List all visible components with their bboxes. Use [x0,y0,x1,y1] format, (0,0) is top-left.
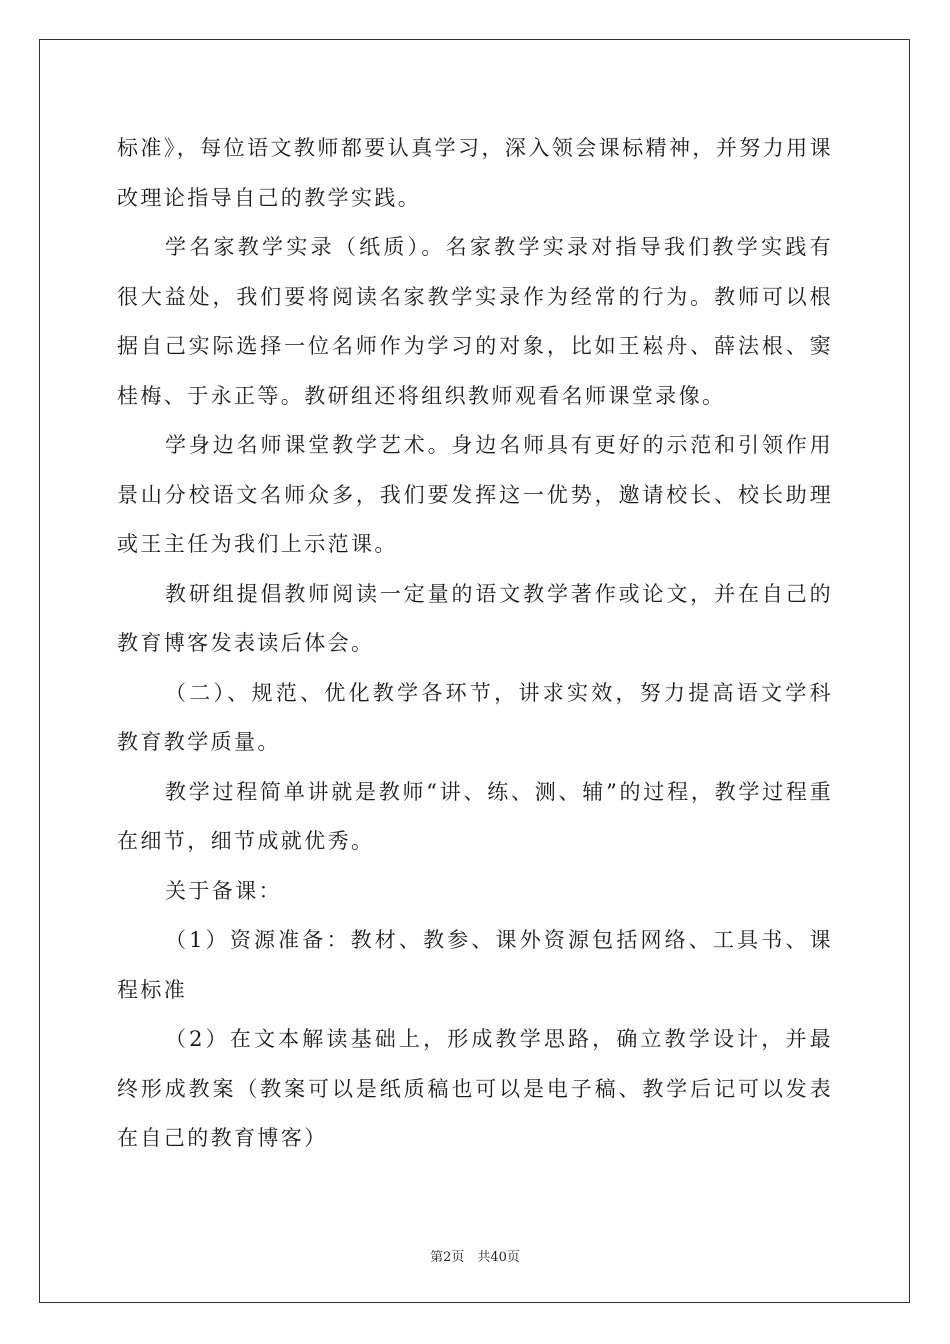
page-number: 第2页 共40页 [430,1250,520,1265]
paragraph-5: （二）、规范、优化教学各环节，讲求实效，努力提高语文学科教育教学质量。 [117,680,833,754]
paragraph-4: 教研组提倡教师阅读一定量的语文教学著作或论文，并在自己的教育博客发表读后体会。 [117,581,833,655]
paragraph-1: 标准》，每位语文教师都要认真学习，深入领会课标精神，并努力用课改理论指导自己的教学实践。 [117,136,833,210]
paragraph-2: 学名家教学实录（纸质）。名家教学实录对指导我们教学实践有很大益处，我们要将阅读名家教学实录作为经常的行为。教师可以根据自己实际选择一位名师作为学习的对象，比如王崧舟、薛法根、窦桂梅、于永正等。教研组还将组织教师观看名师课堂录像。 [117,235,833,408]
document-body [117,124,833,1164]
paragraph-8: （1）资源准备：教材、教参、课外资源包括网络、工具书、课程标准 [117,928,833,1002]
paragraph-9: （2）在文本解读基础上，形成教学思路，确立教学设计，并最终形成教案（教案可以是纸质稿也可以是电子稿、教学后记可以发表在自己的教育博客） [117,1027,833,1150]
paragraph-7: 关于备课： [165,878,282,903]
paragraph-3: 学身边名师课堂教学艺术。身边名师具有更好的示范和引领作用景山分校语文名师众多，我们要发挥这一优势，邀请校长、校长助理或王主任为我们上示范课。 [117,433,833,556]
paragraph-6: 教学过程简单讲就是教师“讲、练、测、辅”的过程，教学过程重在细节，细节成就优秀。 [117,779,833,853]
